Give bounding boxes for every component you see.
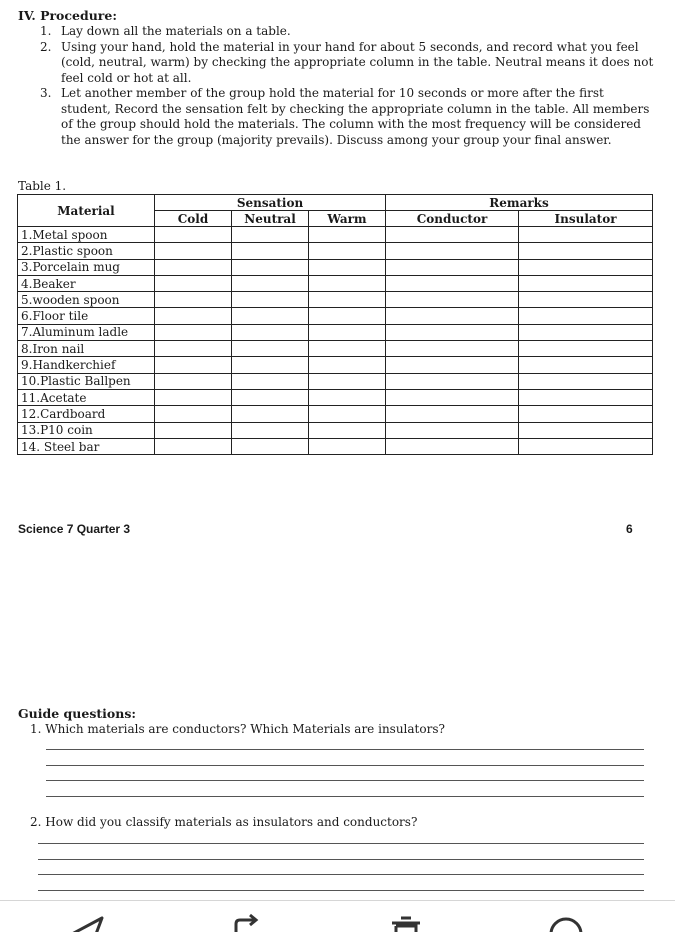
cold-cell[interactable] bbox=[155, 373, 232, 389]
table-row bbox=[18, 422, 653, 438]
guide-question-1: 1. Which materials are conductors? Which Materials are insulators? bbox=[30, 722, 445, 736]
procedure-steps bbox=[40, 24, 655, 148]
header-material: Material bbox=[18, 195, 155, 227]
warm-cell[interactable] bbox=[309, 422, 386, 438]
material-name: 11.Acetate bbox=[18, 389, 155, 405]
procedure-step: 1. Lay down all the materials on a table. bbox=[40, 24, 291, 38]
insulator-cell[interactable] bbox=[519, 341, 653, 357]
cold-cell[interactable] bbox=[155, 438, 232, 454]
conductor-cell[interactable] bbox=[386, 292, 519, 308]
warm-cell[interactable] bbox=[309, 243, 386, 259]
circle-icon[interactable] bbox=[546, 912, 586, 932]
insulator-cell[interactable] bbox=[519, 292, 653, 308]
warm-cell[interactable] bbox=[309, 389, 386, 405]
neutral-cell[interactable] bbox=[232, 389, 309, 405]
conductor-cell[interactable] bbox=[386, 373, 519, 389]
conductor-cell[interactable] bbox=[386, 275, 519, 291]
table-row bbox=[18, 341, 653, 357]
material-name: 2.Plastic spoon bbox=[18, 243, 155, 259]
warm-cell[interactable] bbox=[309, 227, 386, 243]
header-insulator: Insulator bbox=[519, 211, 653, 227]
table-row bbox=[18, 324, 653, 340]
table-row bbox=[18, 308, 653, 324]
warm-cell[interactable] bbox=[309, 324, 386, 340]
cold-cell[interactable] bbox=[155, 308, 232, 324]
insulator-cell[interactable] bbox=[519, 275, 653, 291]
header-conductor: Conductor bbox=[386, 211, 519, 227]
material-name: 13.P10 coin bbox=[18, 422, 155, 438]
warm-cell[interactable] bbox=[309, 406, 386, 422]
warm-cell[interactable] bbox=[309, 357, 386, 373]
answer-line bbox=[38, 874, 644, 875]
neutral-cell[interactable] bbox=[232, 292, 309, 308]
conductor-cell[interactable] bbox=[386, 324, 519, 340]
warm-cell[interactable] bbox=[309, 438, 386, 454]
conductor-cell[interactable] bbox=[386, 227, 519, 243]
insulator-cell[interactable] bbox=[519, 308, 653, 324]
material-name: 1.Metal spoon bbox=[18, 227, 155, 243]
answer-line bbox=[46, 749, 644, 750]
crop-rotate-icon[interactable] bbox=[228, 912, 268, 932]
material-name: 9.Handkerchief bbox=[18, 357, 155, 373]
neutral-cell[interactable] bbox=[232, 341, 309, 357]
conductor-cell[interactable] bbox=[386, 243, 519, 259]
neutral-cell[interactable] bbox=[232, 308, 309, 324]
warm-cell[interactable] bbox=[309, 259, 386, 275]
guide-question-2: 2. How did you classify materials as insulators and conductors? bbox=[30, 815, 418, 829]
insulator-cell[interactable] bbox=[519, 422, 653, 438]
material-name: 12.Cardboard bbox=[18, 406, 155, 422]
material-name: 3.Porcelain mug bbox=[18, 259, 155, 275]
cold-cell[interactable] bbox=[155, 422, 232, 438]
table-row bbox=[18, 259, 653, 275]
conductor-cell[interactable] bbox=[386, 422, 519, 438]
neutral-cell[interactable] bbox=[232, 373, 309, 389]
insulator-cell[interactable] bbox=[519, 373, 653, 389]
footer-subject: Science 7 Quarter 3 bbox=[18, 522, 131, 536]
pen-icon[interactable] bbox=[68, 912, 108, 932]
neutral-cell[interactable] bbox=[232, 422, 309, 438]
procedure-step: 2. Using your hand, hold the material in your hand for about 5 seconds, and record what you feel (cold, neutral, warm) by checking the appropriate column in the table. Neutral means it does not feel cold or hot at all. bbox=[40, 39, 654, 85]
guide-heading: Guide questions: bbox=[18, 706, 136, 721]
conductor-cell[interactable] bbox=[386, 438, 519, 454]
cold-cell[interactable] bbox=[155, 243, 232, 259]
insulator-cell[interactable] bbox=[519, 438, 653, 454]
cold-cell[interactable] bbox=[155, 324, 232, 340]
cold-cell[interactable] bbox=[155, 292, 232, 308]
cold-cell[interactable] bbox=[155, 259, 232, 275]
cold-cell[interactable] bbox=[155, 357, 232, 373]
neutral-cell[interactable] bbox=[232, 438, 309, 454]
insulator-cell[interactable] bbox=[519, 406, 653, 422]
neutral-cell[interactable] bbox=[232, 324, 309, 340]
page-number: 6 bbox=[626, 522, 633, 536]
table-row bbox=[18, 243, 653, 259]
table-caption: Table 1. bbox=[18, 179, 67, 193]
insulator-cell[interactable] bbox=[519, 227, 653, 243]
cold-cell[interactable] bbox=[155, 406, 232, 422]
materials-table bbox=[17, 194, 653, 455]
header-warm: Warm bbox=[309, 211, 386, 227]
toolbar-divider bbox=[0, 900, 675, 901]
table-row bbox=[18, 292, 653, 308]
answer-line bbox=[46, 796, 644, 797]
insulator-cell[interactable] bbox=[519, 324, 653, 340]
material-name: 10.Plastic Ballpen bbox=[18, 373, 155, 389]
conductor-cell[interactable] bbox=[386, 389, 519, 405]
answer-line bbox=[46, 780, 644, 781]
warm-cell[interactable] bbox=[309, 308, 386, 324]
header-neutral: Neutral bbox=[232, 211, 309, 227]
material-name: 8.Iron nail bbox=[18, 341, 155, 357]
material-name: 5.wooden spoon bbox=[18, 292, 155, 308]
cold-cell[interactable] bbox=[155, 341, 232, 357]
conductor-cell[interactable] bbox=[386, 406, 519, 422]
cold-cell[interactable] bbox=[155, 227, 232, 243]
neutral-cell[interactable] bbox=[232, 406, 309, 422]
cold-cell[interactable] bbox=[155, 275, 232, 291]
material-name: 6.Floor tile bbox=[18, 308, 155, 324]
table-row bbox=[18, 357, 653, 373]
conductor-cell[interactable] bbox=[386, 259, 519, 275]
conductor-cell[interactable] bbox=[386, 308, 519, 324]
material-name: 7.Aluminum ladle bbox=[18, 324, 155, 340]
conductor-cell[interactable] bbox=[386, 357, 519, 373]
warm-cell[interactable] bbox=[309, 275, 386, 291]
table-row bbox=[18, 227, 653, 243]
neutral-cell[interactable] bbox=[232, 227, 309, 243]
insulator-cell[interactable] bbox=[519, 389, 653, 405]
answer-line bbox=[46, 765, 644, 766]
table-row bbox=[18, 438, 653, 454]
neutral-cell[interactable] bbox=[232, 243, 309, 259]
insulator-cell[interactable] bbox=[519, 357, 653, 373]
material-name: 4.Beaker bbox=[18, 275, 155, 291]
header-cold: Cold bbox=[155, 211, 232, 227]
procedure-heading: IV. Procedure: bbox=[18, 8, 117, 23]
insulator-cell[interactable] bbox=[519, 259, 653, 275]
delete-icon[interactable] bbox=[386, 912, 426, 932]
neutral-cell[interactable] bbox=[232, 357, 309, 373]
header-sensation: Sensation bbox=[155, 195, 386, 211]
warm-cell[interactable] bbox=[309, 341, 386, 357]
answer-line bbox=[38, 843, 644, 844]
warm-cell[interactable] bbox=[309, 292, 386, 308]
table-row bbox=[18, 406, 653, 422]
cold-cell[interactable] bbox=[155, 389, 232, 405]
procedure-step: 3. Let another member of the group hold the material for 10 seconds or more after the first student, Record the sensation felt by checking the appropriate column in the table. All members of the group should hold the materials. The column with the most frequency will be considered the answer for the group (majority prevails). Discuss among your group your final answer. bbox=[40, 86, 650, 147]
header-remarks: Remarks bbox=[386, 195, 653, 211]
table-row bbox=[18, 389, 653, 405]
neutral-cell[interactable] bbox=[232, 259, 309, 275]
material-name: 14. Steel bar bbox=[18, 438, 155, 454]
neutral-cell[interactable] bbox=[232, 275, 309, 291]
table-row bbox=[18, 373, 653, 389]
table-body bbox=[18, 227, 653, 455]
answer-line bbox=[38, 890, 644, 891]
insulator-cell[interactable] bbox=[519, 243, 653, 259]
answer-line bbox=[38, 859, 644, 860]
warm-cell[interactable] bbox=[309, 373, 386, 389]
table-row bbox=[18, 275, 653, 291]
conductor-cell[interactable] bbox=[386, 341, 519, 357]
